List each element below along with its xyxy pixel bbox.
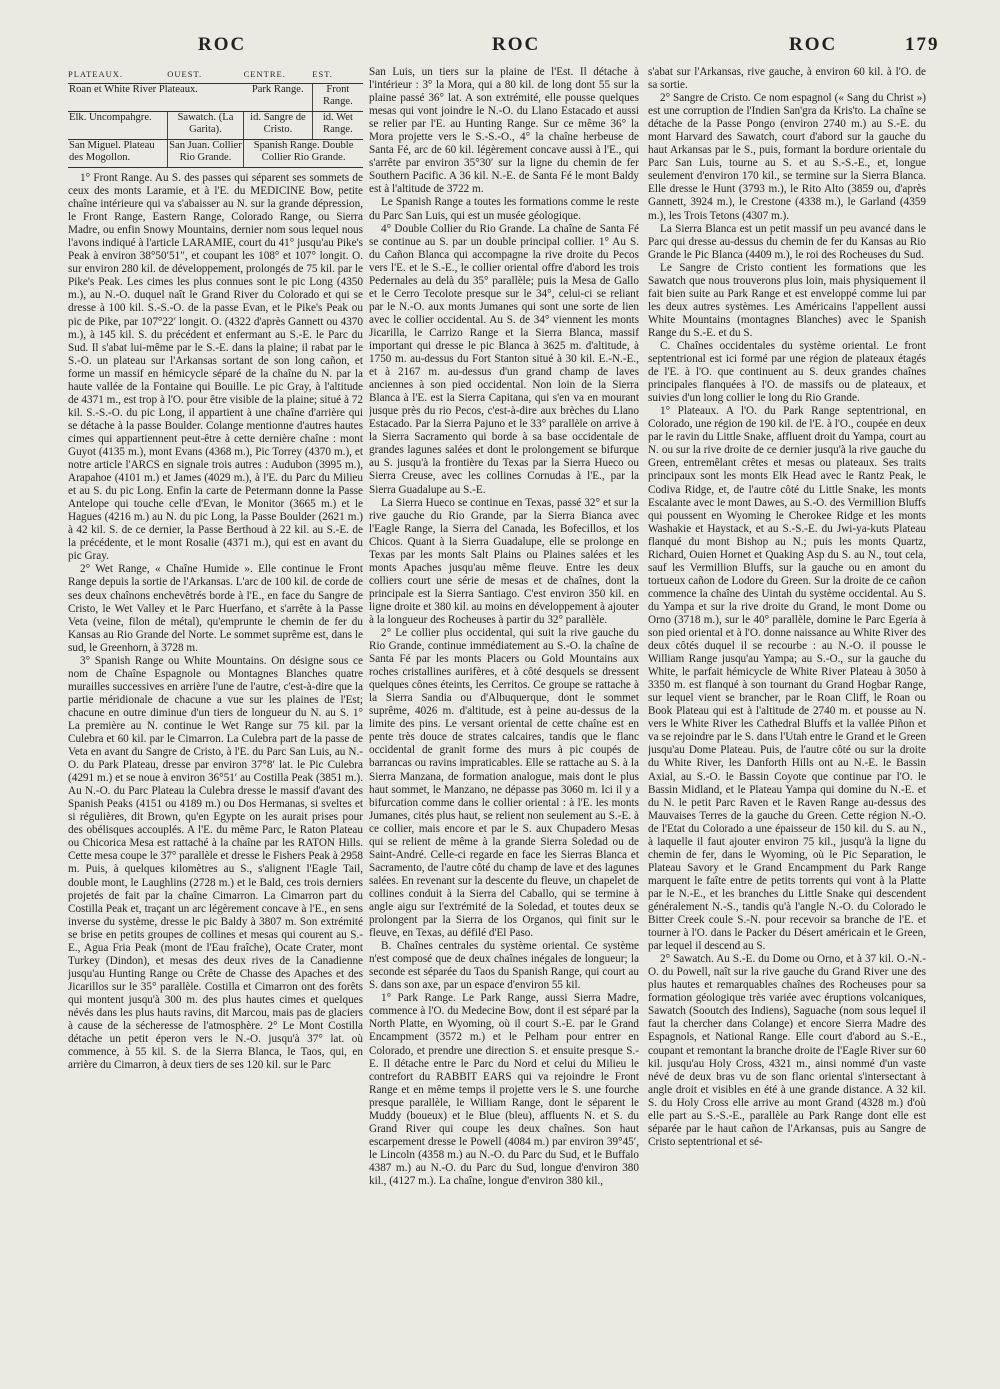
paragraph: San Luis, un tiers sur la plaine de l'Est. Il détache à l'intérieur : 3° la Mora, qui a 80 kil. de long dont 55 sur la plaine passé 36° lat. A son extrémité, elle pousse quelques mesas qui vont joindre le N.-O. du Llano Estacado et aussi se relier par l'E. au Hunting Range. Sur ce même 36° la Mora projette vers le S.-S.-O., 4° la chaîne herbeuse de Santa Fé, arc de 60 kil. légèrement concave aussi à l'E., qui s'arrête par environ 35°30′ sur la ligne du chemin de fer Southern Pacific. A 36 kil. N.-E. de Santa Fé le mont Baldy est à l'altitude de 3722 m. — [369, 66, 639, 196]
paragraph: 2° Le collier plus occidental, qui suit la rive gauche du Rio Grande, continue immédiatement au S.-O. la chaîne de Santa Fé par les monts Placers ou Gold Mountains aux roches cristallines aurifères, et à côté desquels se dressent quelques cônes éteints, les Cerritos. Ce groupe se rattache à la Sierra Sandia ou d'Albuquerque, dont le sommet suprême, 4026 m. d'altitude, est à peine au-dessus de la limite des pins. Le versant oriental de cette chaîne est en pente très douce de strates calcaires, tandis que le flanc occidental de granit forme des murs à pic coupés de barrancas ou ravins impraticables. Elle se rattache au S. à la Sierra Manzana, de formation analogue, mais dont le plus haut sommet, le Manzano, ne dépasse pas 3060 m. Ici il y a bifurcation comme dans le collier oriental : à l'E. les monts Jumanes, cités plus haut, se relient non seulement au S.-E. à ce collier, mais encore et par le S. aux Chupadero Mesas qui se relient de même à la grande Sierra Soledad ou de Saint-André. Celle-ci regarde en face les Sierras Blanca et Sacramento, de l'autre côté du champ de lave et des lagunes salées. En revenant sur la descente du fleuve, un chapelet de collines conduit à la Sierra del Caballo, qui se termine à angle aigu sur l'extrémité de la Soledad, et toutes deux se prolongent par la Sierra de los Organos, qui finit sur le fleuve, en Texas, au défilé d'El Paso. — [369, 627, 639, 940]
paragraph: 2° Sawatch. Au S.-E. du Dome ou Orno, et à 37 kil. O.-N.-O. du Powell, naît sur la rive gauche du Grand River une des plus hautes et remarquables chaînes des Rocheuses pour sa formation géologique très variée avec éruptions volcaniques, Sawatch (Sooutch des Indiens), Saguache (nom sous lequel il faut la chercher dans Colange) et encore Sierra Madre des Espagnols, et National Range. Elle court d'abord au S.-E., coupant et remontant la branche droite de l'Eagle River sur 60 kil. jusqu'au Holy Cross, 4321 m., ainsi nommé d'un vaste névé de deux bras vu de son flanc oriental s'intersectant à angle droit et visibles en été à une grande distance. A 32 kil. S. du Holy Cross elle arrive au mont Grand (4328 m.) d'où elle part au S.-S.-E., parallèle au Park Range dont elle est séparée par le haut cañon de l'Arkansas, puis au Sangre de Cristo septentrional et sé- — [648, 953, 926, 1148]
table-header: PLATEAUX. — [68, 66, 167, 84]
page-number: 179 — [905, 34, 940, 55]
table-header: OUEST. — [167, 66, 243, 84]
paragraph: 3° Spanish Range ou White Mountains. On désigne sous ce nom de Chaîne Espagnole ou Montagnes Blanches quatre murailles successives en arrière l'une de l'autre, c'est-à-dire que la partie méridionale de chacune a vue sur les plaines de l'Est; chacune en outre diminue d'un tiers de longueur du N. au S. 1° La première au N. continue le Wet Range sur 75 kil. par la Culebra et 60 kil. par le Cimarron. La Culebra part de la passe de Veta en avant du Sangre de Cristo, à l'E. du Parc San Luis, au N.-O. du Park Plateau, dresse par environ 37°8′ lat. le Pic Culebra (4291 m.) et se noue à environ 36°51′ au Costilla Peak (3851 m.). Au N.-O. du Parc Plateau la Culebra dresse le massif d'avant des Spanish Peaks (4151 ou 4189 m.) ou Dos Hermanas, si sveltes et si régulières, dit Brown, qu'en Egypte on les aurait prises pour des obélisques accouplés. A l'E. du même Parc, le Raton Plateau ou Chicorica Mesa est rattaché à la chaîne par les RATON Hills. Cette mesa coupe le 37° parallèle et dresse le Fishers Peak à 2958 m. Puis, à quelques kilomètres au S., s'alignent l'Eagle Tail, double mont, le Laughlins (2728 m.) et le Bald, ces trois derniers projetés de fait par la chaîne Cimarron. La Cimarron part du Costilla Peak et, traçant un arc légèrement concave à l'E., en sens inverse du système, dresse le pic Baldy à 3807 m. Son extrémité se brise en petits groupes de collines et mesas qui courent au S.-E., Agua Fria Peak (mont de l'Eau fraîche), Ocate Crater, mont Turkey (Dindon), et mesas des deux rives de la Canadienne jusqu'au Hunting Range ou Crête de Chasse des Apaches et des Jicarillos sur le 35° parallèle. Costilla et Cimarron ont des forêts qui montent jusqu'à 300 m. des plus hautes cimes et quelques névés dans les plus hauts ravins, dit Marcou, mais pas de glaciers à cause de la sécheresse de l'atmosphère. 2° Le Mont Costilla détache un petit éperon vers le N.-O. jusqu'à 37° lat. où commence, à 55 kil. S. de la Sierra Blanca, le Taos, qui, en arrière du Cimarron, à deux tiers de ses 120 kil. sur le Parc — [68, 654, 363, 1072]
table-cell: Roan et White River Plateaux. — [68, 84, 244, 112]
paragraph: Le Spanish Range a toutes les formations comme le reste du Parc San Luis, qui est un musée géologique. — [369, 196, 639, 222]
table-cell: Elk. Uncompahgre. — [68, 112, 167, 140]
table-row — [68, 140, 363, 168]
paragraph: La Sierra Hueco se continue en Texas, passé 32° et sur la rive gauche du Rio Grande, par la Sierra Bianca avec l'Eagle Range, la Sierra del Canada, les Bofecillos, et los Chicos. Quant à la Sierra Guadalupe, elle se prolonge en Texas par les monts Salt Plains ou Plaines salées et les monts Apaches jusqu'au même fleuve. Entre les deux colliers court une série de mesas et de chaînes, dont la principale est la Sierra Santiago. C'est environ 350 kil. en ligne droite et 380 kil. au moins en développement à ajouter à la longueur des Rocheuses à partir du 32° parallèle. — [369, 496, 639, 626]
paragraph: s'abat sur l'Arkansas, rive gauche, à environ 60 kil. à l'O. de sa sortie. — [648, 66, 926, 92]
table-cell: San Juan. Collier Rio Grande. — [167, 140, 243, 168]
table-row — [68, 84, 363, 112]
paragraph: 4° Double Collier du Rio Grande. La chaîne de Santa Fé se continue au S. par un double principal collier. 1° Au S. du Cañon Blanca qui accompagne la rive droite du Pecos vers l'E. et le S.-E., le collier oriental offre d'abord les trois Pedernales au delà du 35° parallèle; puis la Mesa de Gallo et le Cerro Tecolote presque sur le 34°, celui-ci se reliant par le N.-O. aux monts Jumanes qui sont une sorte de lien avec le collier occidental. Au S. de 34° viennent les monts Jicarilla, le Carrizo Range et la Sierra Blanca, massif important qui dresse le pic Blanca à 3625 m. d'altitude, à 1750 m. au-dessus du Fort Stanton situé à 30 kil. E.-N.-E., et à 2167 m. au-dessus d'un grand champ de laves anciennes à son pied occidental. Non loin de la Sierra Blanca à l'E. est la Sierra Capitana, qui s'en va en mourant jusque près du rio Pecos, c'est-à-dire aux brèches du Llano Estacado. Par la Sierra Pajuno et le 33° parallèle on arrive à la Sierra Sacramento qui borde à sa base occidentale de grandes lagunes salées et dont le prolongement se bifurque au S. jusqu'à la frontière du Texas par la Sierra Hueco ou Sierra Creuse, avec les collines Cornudas à l'E., par la Sierra Guadalupe au S.-E. — [369, 222, 639, 496]
paragraph: Le Sangre de Cristo contient les formations que les Sawatch que nous trouverons plus loin, mais physiquement il fait bien suite au Park Range et est enveloppé comme lui par les deux autres systèmes. Les Américains l'appellent aussi White Mountains (montagnes Blanches) avec le Spanish Range du S.-E. et du S. — [648, 261, 926, 339]
table-cell: Sawatch. (La Garita). — [167, 112, 243, 140]
paragraph: 1° Front Range. Au S. des passes qui séparent ses sommets de ceux des monts Laramie, et à l'E. du MEDICINE Bow, petite chaîne intérieure qui va s'abaisser au N. sur la grande dépression, le Front Range, Eastern Range, Colorado Range, ou Sierra Madre, ou enfin Snowy Mountains, dernier nom sous lequel nous l'avons indiqué à l'article LARAMIE, court du 41° jusqu'au Pike's Peak à environ 38°50′51″, et coupant les 108° et 107° longit. O. sur environ 280 kil. de développement, prolongés de 75 kil. par le Pike's Peak. Les cimes les plus connues sont le pic Long (4350 m.), au N.-O. duquel naît le Grand River du Colorado et qui se dresse à 100 kil. S.-S.-O. de la passe Evan, et le Pike's Peak ou pic de Pike, par 107°22′ longit. O. (4322 d'après Gannett ou 4370 m.), à 145 kil. S. du précédent et enfermant au S.-E. le Parc du Sud. Il s'abat lui-même par le S.-E. dans la plaine; il rabat par le S.-O. un plateau sur l'Arkansas sortant de son long cañon, et forme un massif en hémicycle séparé de la chaîne du N. par la haute vallée de la Fontaine qui Bouille. Le pic Gray, à l'altitude de 4371 m., est trop à l'O. pour être visible de la plaine; situé à 72 kil. S.-S.-O. du pic Long, il appartient à une chaîne d'arrière qui se détache à la passe Boulder. Colange mentionne d'autres hautes cimes qui appartiennent peut-être à cette dernière chaîne : mont Guyot (4135 m.), mont Evans (4368 m.), Pic Torrey (4370 m.), et notre article l'ARCS en signale trois autres : Audubon (3995 m.), Arapahoe (4101 m.) et James (4029 m.), à l'E. du Parc du Milieu et au S. du pic Long. Enfin la carte de Petermann donne la Passe Antelope qui touche celle d'Evan, le Monitor (3665 m.) et le Hagues (4216 m.) au N. du pic Long, la Passe Boulder (2621 m.) à 42 kil. S. de ce dernier, la Passe Berthoud à 22 kil. au S.-E. de la précédente, et le mont Rosalie (4371 m.), qui est en avant du pic Gray. — [68, 172, 363, 563]
table-cell: Park Range. — [244, 84, 313, 112]
table-cell: id. Wet Range. — [312, 112, 363, 140]
table-cell: id. Sangre de Cristo. — [244, 112, 313, 140]
table-row — [68, 112, 363, 140]
table-cell: San Miguel. Plateau des Mogollon. — [68, 140, 167, 168]
running-head-left: ROC — [198, 34, 247, 55]
paragraph: 1° Plateaux. A l'O. du Park Range septentrional, en Colorado, une région de 190 kil. de l'E. à l'O., coupée en deux par le ravin du Little Snake, affluent droit du Yampa, court au N. ou sur la rive droite de ce dernier jusqu'à la rive gauche du Green, entremêlant crêtes et mesas ou plateaux. Ses traits principaux sont les monts Elk Head avec le Rantz Peak, le Codiva Ridge, et, de l'autre côté du Little Snake, les monts Escalante avec le mont Dawes, au S.-O. des Vermillion Bluffs qui poussent en Wyoming le Cherokee Ridge et les monts Washakie et Haystack, et au S.-S.-E. du Jwi-ya-kuts Plateau flanqué du mont Bishop au N.; puis les monts Quartz, Richard, Ouien Hornet et Quaking Asp du S. au N., tout cela, sauf les Vermillion Bluffs, sur la gauche ou en amont du tortueux cañon de Lodore du Green. Sur la droite de ce cañon commence la chaîne des Uintah du système occidental. Au S. du Yampa et sur la rive droite du Grand, le mont Dome ou Orno (3718 m.), sur le 40° parallèle, domine le Parc Egeria à son pied oriental et à l'O. donne naissance au White River des deux côtés duquel il se recourbe : au N.-O. il pousse le William Range jusqu'au Yampa; au S.-O., sur la gauche du White, le parfait hémicycle de White River Plateau à 3050 à 3350 m. est flanqué à son tournant du Grand Hogbar Range, sur lequel vient se brancher, par le Roan Cliff, le Roan ou Book Plateau qui est à l'altitude de 2740 m. et pousse au N. vers le White River les Cathedral Bluffs et la vallée Piñon et va se rejoindre par le S. dans l'Utah entre le Grand et le Green jusqu'au Dome Plateau. Puis, de l'autre côté ou sur la droite du White River, les Danforth Hills ont au N.-E. le Bassin Axial, au S.-O. le Bassin Coyote que continue par l'O. le Bassin Midland, et le Plateau Yampa qui domine du N.-E. et du N. le petit Parc Raven et le Raven Range au-dessus des Mauvaises Terres de la gauche du Green. Cette région N.-O. de l'Etat du Colorado a une épaisseur de 150 kil. du S. au N., à laquelle il faut ajouter environ 75 kil., jusqu'à la ligne du chemin de fer, dans le Wyoming, où le Pic Separation, le Plateau Savory et le Grand Encampment du Park Range marquent le faîte entre de petits torrents qui vont à la Platte par le N.-E., et les branches du Little Snake qui descendent généralement N.-S., tandis qu'à l'angle N.-O. du Colorado le Bitter Creek coule S.-N. pour recevoir sa branche de l'E. et tourner à l'O. dans le Packer du Désert américain et le Green, par lequel il descend au S. — [648, 405, 926, 953]
paragraph: La Sierra Blanca est un petit massif un peu avancé dans le Parc qui dresse au-dessus du chemin de fer du Kansas au Rio Grande le Pic Blanca (4409 m.), le roi des Rocheuses du Sud. — [648, 222, 926, 261]
running-head-center: ROC — [492, 34, 541, 55]
column-left — [68, 66, 363, 1366]
column-center-body — [369, 66, 639, 1188]
paragraph: 1° Park Range. Le Park Range, aussi Sierra Madre, commence à l'O. du Medecine Bow, dont il est séparé par la North Platte, en Wyoming, où il court S.-E. par le Grand Encampment (3572 m.) et le Pelham pour entrer en Colorado, et prendre une direction S. et ensuite presque S.-E. Il détache entre le Parc du Nord et celui du Milieu le contrefort du RABBIT EARS qui va rejoindre le Front Range et en même temps il projette vers le S. une fourche presque parallèle, le William Range, dont le séparent le Muddy (boueux) et le Blue (bleu), affluents N. et S. du Grand River qui coupe les deux chaînes. Son haut escarpement dresse le Powell (4084 m.) par environ 39°45′, le Lincoln (4358 m.) au N.-O. du Parc du Sud, et le Buffalo 4387 m.) au N.-O. du Parc du Sud, longue d'environ 380 kil., (4127 m.). La chaîne, longue d'environ 380 kil., — [369, 992, 639, 1187]
ranges-table — [68, 66, 363, 168]
table-cell: Front Range. — [312, 84, 363, 112]
table-cell: Spanish Range. Double Collier Rio Grande. — [244, 140, 363, 168]
column-center — [369, 66, 639, 1366]
column-left-body — [68, 172, 363, 1072]
column-right-body — [648, 66, 926, 1149]
paragraph: 2° Wet Range, « Chaîne Humide ». Elle continue le Front Range depuis la sortie de l'Arkansas. L'arc de 100 kil. de corde de ses deux chaînons enchevêtrés borde à l'E., en face du Sangre de Cristo, le Wet Valley et le Parc Huerfano, et s'arrête à la Passe Veta (veine, filon de métal), qu'emprunte le chemin de fer du Kansas au Rio Grande del Norte. Le sommet suprême est, dans le sud, le Greenhorn, à 3728 m. — [68, 563, 363, 654]
page-header — [0, 34, 1000, 64]
paragraph: C. Chaînes occidentales du système oriental. Le front septentrional est ici formé par une région de plateaux étagés de l'E. à l'O. que continuent au S. deux grandes chaînes principales flanquées à l'O. de massifs ou de plateaux, et suivies d'un long collier le long du Rio Grande. — [648, 339, 926, 405]
table-header: CENTRE. — [244, 66, 313, 84]
paragraph: B. Chaînes centrales du système oriental. Ce système n'est composé que de deux chaînes inégales de longueur; la seconde est séparée du Taos du Spanish Range, qui court au S. dans son axe, par un espace d'environ 55 kil. — [369, 940, 639, 992]
table-header: EST. — [312, 66, 363, 84]
running-head-right: ROC — [789, 34, 838, 55]
column-right — [648, 66, 926, 1366]
paragraph: 2° Sangre de Cristo. Ce nom espagnol (« Sang du Christ ») est une corruption de l'Indien San'gra da Kris'to. La chaîne se détache de la Passe Pongo (environ 2740 m.) au S.-E. du mont Harvard des Sawatch, court d'abord sur la gauche du haut Arkansas par le S., puis, formant la bordure orientale du Parc San Luis, tourne au S. et au S.-S.-E., et, longue seulement d'environ 170 kil., se termine sur la Sierra Blanca. Elle dresse le Hunt (3793 m.), le Rito Alto (3859 ou, d'après Gannett, 3924 m.), le Crestone (4338 m.), le Garland (4359 m.), les Trois Tetons (4307 m.). — [648, 92, 926, 222]
